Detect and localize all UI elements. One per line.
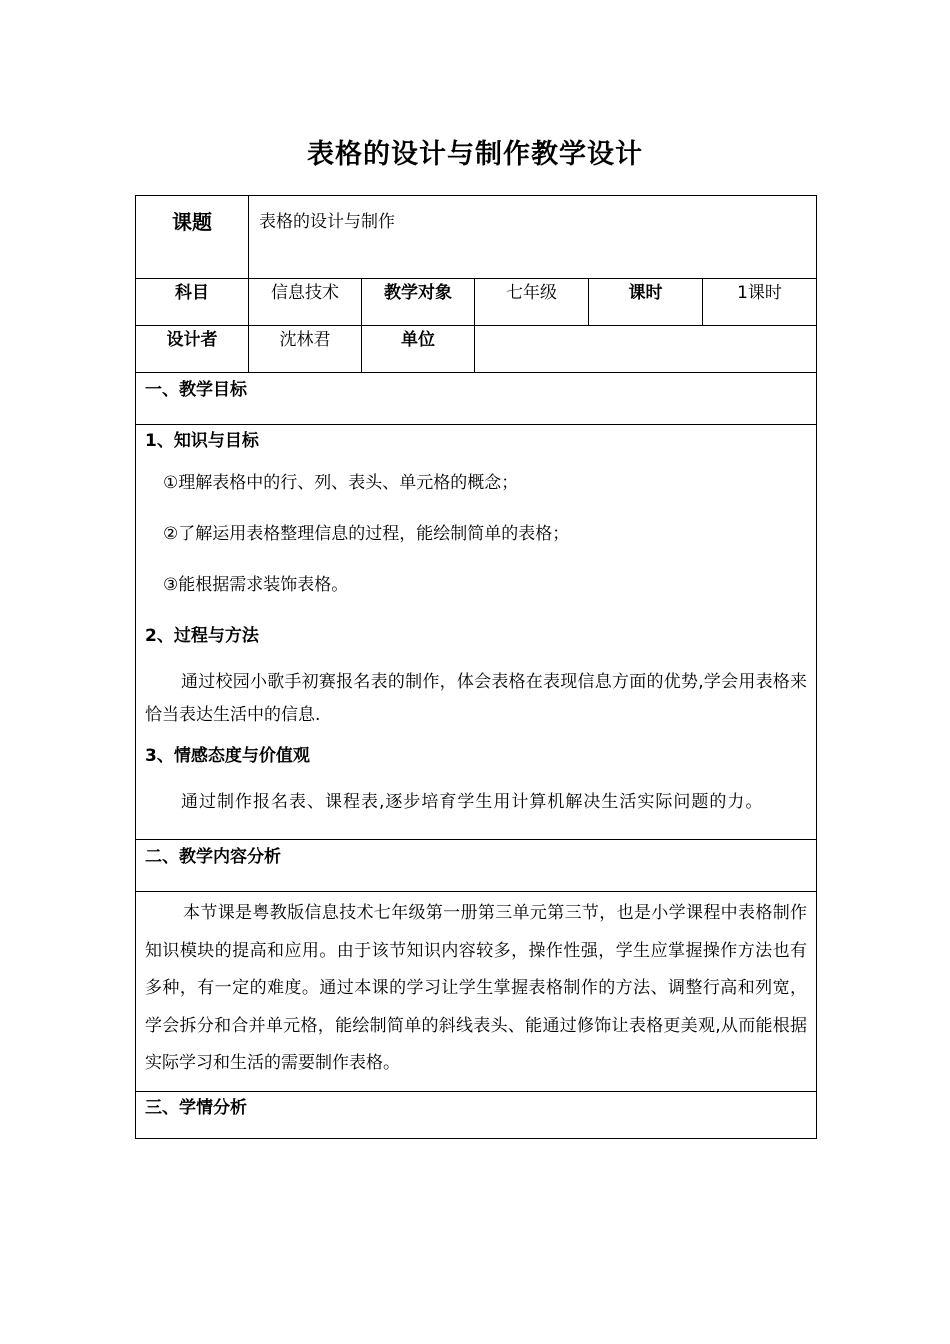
target-label: 教学对象: [362, 279, 475, 326]
emotion-text: 通过制作报名表、课程表,逐步培育学生用计算机解决生活实际问题的力。: [181, 792, 764, 812]
section-1-heading-row: [136, 373, 817, 425]
process-heading: 2、过程与方法: [145, 626, 259, 646]
section-3-heading-row: [136, 1091, 817, 1138]
hours-value: 1课时: [703, 279, 817, 326]
target-value: 七年级: [475, 279, 589, 326]
document-title: 表格的设计与制作教学设计: [307, 139, 643, 170]
meta-row-1: [136, 279, 817, 326]
knowledge-heading: 1、知识与目标: [145, 431, 259, 451]
designer-label: 设计者: [136, 326, 249, 373]
topic-row: [136, 196, 817, 279]
subject-label: 科目: [136, 279, 249, 326]
emotion-heading: 3、情感态度与价值观: [145, 746, 310, 766]
content-analysis-text: 本节课是粤教版信息技术七年级第一册第三单元第三节，也是小学课程中表格制作知识模块的提高和应用。由于该节知识内容较多，操作性强，学生应掌握操作方法也有多种，有一定的难度。通过本课的学习让学生掌握表格制作的方法、调整行高和列宽，学会拆分和合并单元格，能绘制简单的斜线表头、能通过修饰让表格更美观,从而能根据实际学习和生活的需要制作表格。: [145, 903, 808, 1073]
teaching-goals-row: [136, 425, 817, 840]
unit-label: 单位: [362, 326, 475, 373]
designer-value: 沈林君: [249, 326, 362, 373]
knowledge-item-3: ③能根据需求装饰表格。: [163, 575, 349, 595]
lesson-plan-table: [135, 195, 817, 1139]
meta-row-2: [136, 326, 817, 373]
topic-value: 表格的设计与制作: [249, 196, 817, 279]
teaching-goals-cell: [136, 425, 817, 840]
section-2-heading: 二、教学内容分析: [136, 840, 817, 892]
section-3-heading: 三、学情分析: [136, 1091, 817, 1138]
hours-label: 课时: [589, 279, 703, 326]
section-2-heading-row: [136, 840, 817, 892]
unit-value: [475, 326, 817, 373]
knowledge-item-1: ①理解表格中的行、列、表头、单元格的概念；: [163, 473, 519, 493]
topic-label: 课题: [136, 196, 249, 279]
process-text: 通过校园小歌手初赛报名表的制作，体会表格在表现信息方面的优势,学会用表格来恰当表达生活中的信息.: [145, 672, 808, 725]
content-analysis-row: [136, 892, 817, 1092]
subject-value: 信息技术: [249, 279, 362, 326]
content-analysis-cell: [136, 892, 817, 1092]
section-1-heading: 一、教学目标: [136, 373, 817, 425]
knowledge-item-2: ②了解运用表格整理信息的过程，能绘制简单的表格；: [163, 524, 570, 544]
